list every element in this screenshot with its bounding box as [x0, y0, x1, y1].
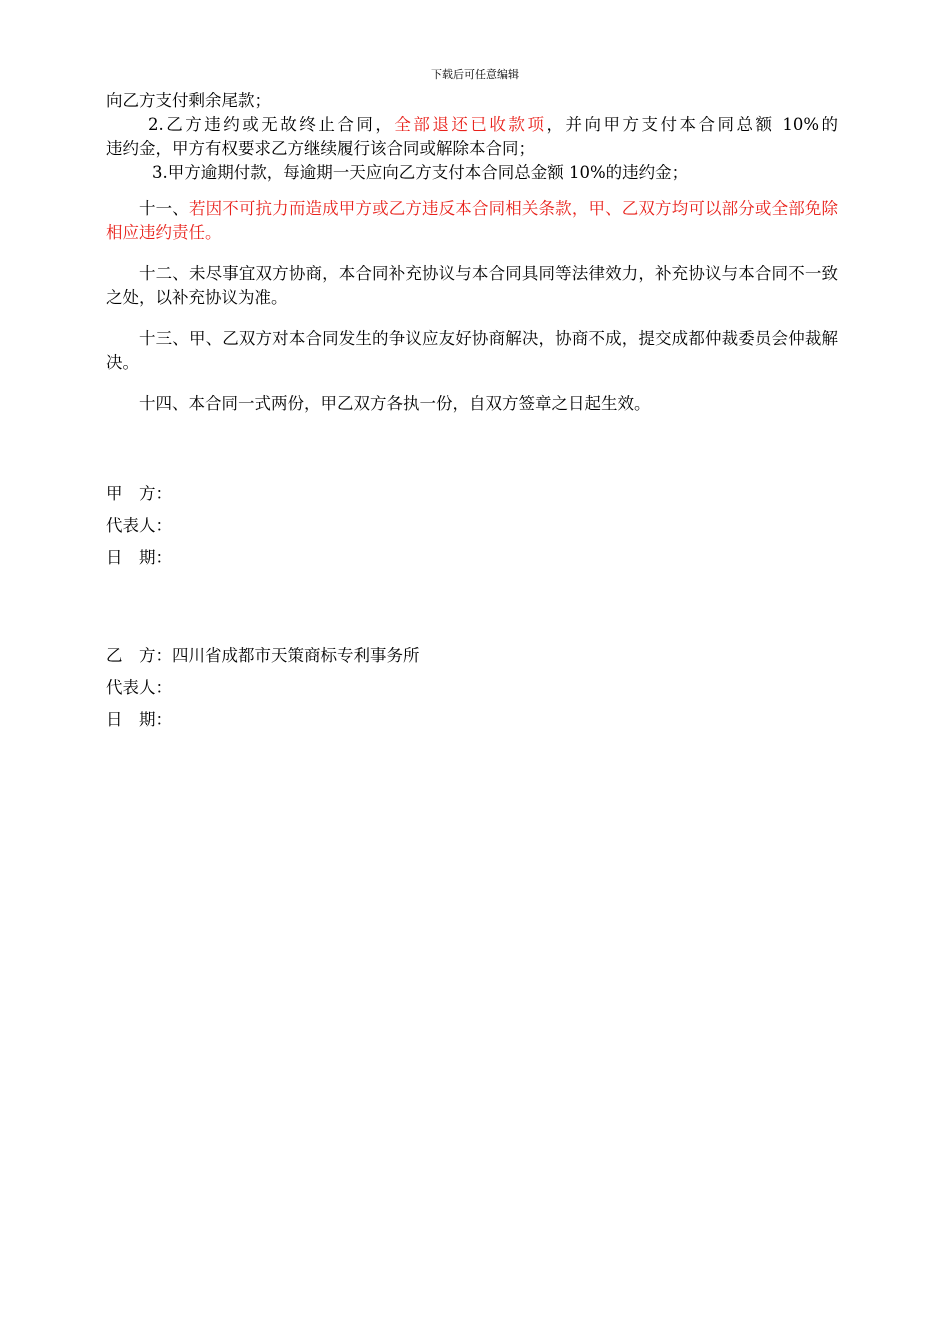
- item2-suffix: ，并向甲方支付本合同总额 10%的: [546, 115, 839, 134]
- header-note: 下载后可任意编辑: [431, 68, 519, 81]
- clause-line-1: 向乙方支付剩余尾款；: [106, 91, 271, 110]
- party-b-name: 四川省成都市天策商标专利事务所: [172, 646, 420, 665]
- spacer: [106, 245, 838, 262]
- clause-12: 十二、未尽事宜双方协商，本合同补充协议与本合同具同等法律效力，补充协议与本合同不一致之处，以补充协议为准。: [106, 264, 838, 307]
- spacer: [106, 310, 838, 327]
- party-a-label: 甲 方：: [106, 484, 172, 503]
- contract-body: [106, 89, 838, 736]
- party-b-line: [106, 640, 838, 672]
- item2-highlight: 全部退还已收款项: [394, 115, 547, 134]
- clause-item-2-continuation: 违约金，甲方有权要求乙方继续履行该合同或解除本合同；: [106, 139, 535, 158]
- clause-14: 十四、本合同一式两份，甲乙双方各执一份，自双方签章之日起生效。: [139, 394, 651, 413]
- item2-prefix: 2.乙方违约或无故终止合同，: [148, 115, 395, 134]
- clause-item-3: 3.甲方逾期付款，每逾期一天应向乙方支付本合同总金额 10%的违约金；: [152, 163, 689, 182]
- party-b-signature-block: [106, 640, 838, 736]
- party-b-label: 乙 方：: [106, 646, 172, 665]
- spacer: [106, 416, 838, 478]
- party-b-date-label: 日 期：: [106, 710, 172, 729]
- party-b-representative-label: 代表人：: [106, 678, 172, 697]
- clause-11-text: 若因不可抗力而造成甲方或乙方违反本合同相关条款，甲、乙双方均可以部分或全部免除相应违约责任。: [106, 199, 839, 242]
- clause-11-number: 十一、: [139, 199, 189, 218]
- party-a-representative-label: 代表人：: [106, 516, 172, 535]
- party-a-signature-block: [106, 478, 838, 574]
- spacer: [106, 185, 838, 197]
- clause-13: 十三、甲、乙双方对本合同发生的争议应友好协商解决，协商不成，提交成都仲裁委员会仲裁解决。: [106, 329, 838, 372]
- party-a-date-label: 日 期：: [106, 548, 172, 567]
- clause-11: [106, 197, 838, 245]
- clause-item-2: [106, 113, 838, 137]
- spacer: [106, 375, 838, 392]
- spacer: [106, 574, 838, 640]
